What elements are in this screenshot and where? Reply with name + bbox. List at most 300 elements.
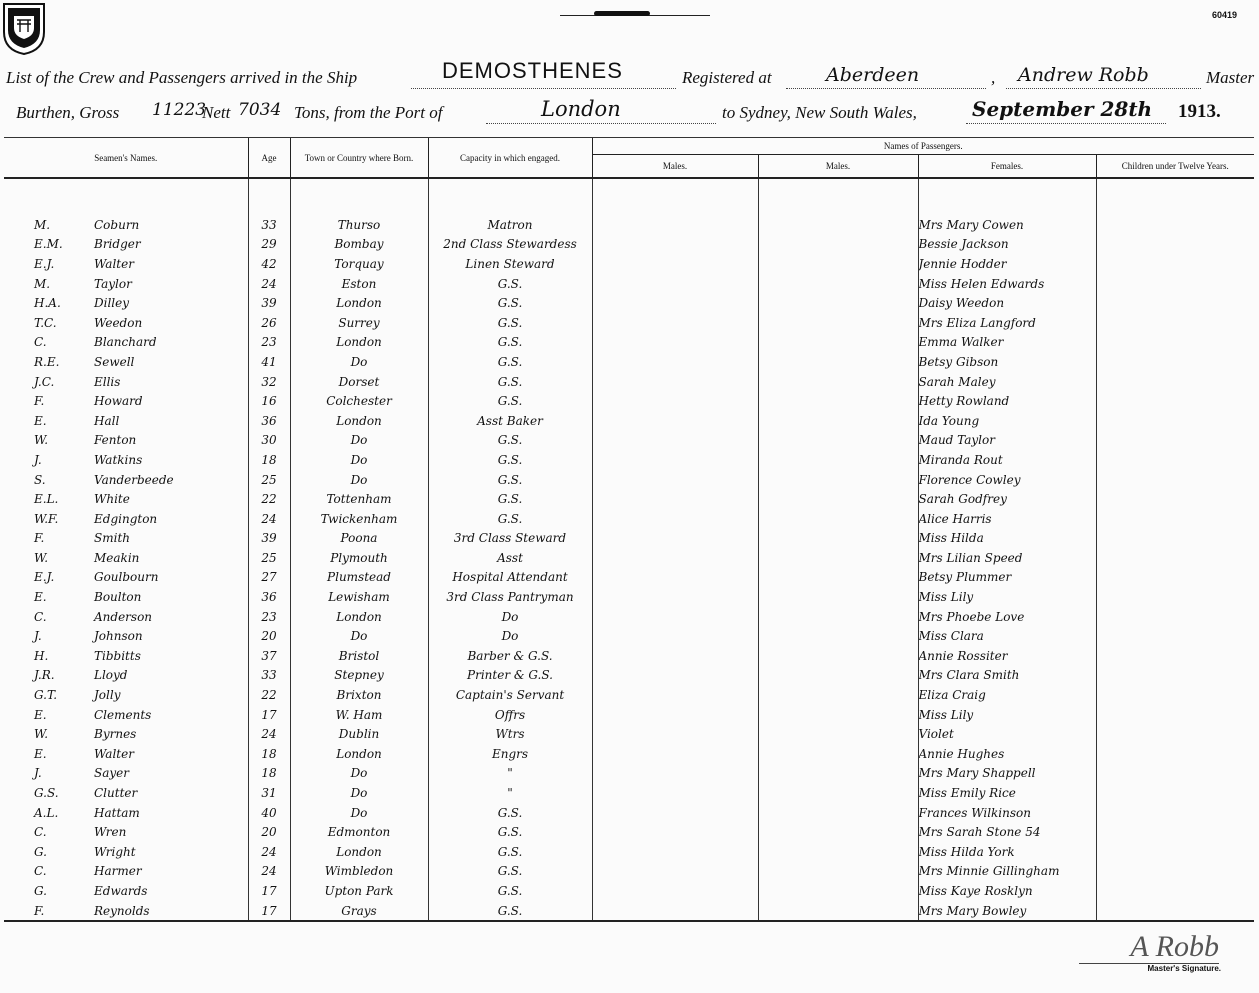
- registered-place: Aberdeen: [826, 64, 920, 86]
- master-signature: A Robb: [1130, 930, 1219, 963]
- males-cell: [592, 548, 758, 568]
- female-passenger-cell: Emma Walker: [918, 333, 1096, 353]
- seaman-surname: Walter: [94, 256, 134, 271]
- children-cell: [1096, 274, 1254, 294]
- crew-register-table: [4, 138, 1254, 922]
- seaman-name-cell: [4, 568, 248, 588]
- males-cell: [758, 293, 918, 313]
- town-cell: Eston: [290, 274, 428, 294]
- seaman-surname: Howard: [94, 394, 143, 409]
- female-passenger-cell: Annie Rossiter: [918, 646, 1096, 666]
- table-row: [4, 548, 1254, 568]
- seaman-name-cell: [4, 529, 248, 549]
- males-cell: [592, 333, 758, 353]
- males-cell: [758, 685, 918, 705]
- seaman-initials: H.A.: [34, 296, 61, 311]
- seaman-name-cell: [4, 489, 248, 509]
- port-of-departure: London: [541, 97, 621, 121]
- female-passenger-cell: Sarah Godfrey: [918, 489, 1096, 509]
- title-line-2: [6, 97, 1253, 131]
- sydney-seal-icon: [2, 2, 46, 56]
- town-cell: Do: [290, 764, 428, 784]
- age-cell: 17: [248, 881, 290, 901]
- female-passenger-cell: Miss Hilda: [918, 529, 1096, 549]
- table-row: [4, 881, 1254, 901]
- town-cell: Colchester: [290, 391, 428, 411]
- seaman-surname: Coburn: [94, 217, 140, 232]
- top-ornament: [594, 11, 650, 16]
- table-row: [4, 489, 1254, 509]
- female-passenger-cell: Mrs Clara Smith: [918, 666, 1096, 686]
- age-cell: 27: [248, 568, 290, 588]
- males-cell: [758, 764, 918, 784]
- female-passenger-cell: Bessie Jackson: [918, 235, 1096, 255]
- males-cell: [758, 724, 918, 744]
- age-cell: 33: [248, 215, 290, 235]
- age-cell: 18: [248, 450, 290, 470]
- capacity-cell: Linen Steward: [428, 254, 592, 274]
- age-cell: 37: [248, 646, 290, 666]
- seaman-surname: Clements: [94, 707, 152, 722]
- table-row: [4, 293, 1254, 313]
- seaman-initials: A.L.: [34, 805, 59, 820]
- capacity-cell: G.S.: [428, 881, 592, 901]
- males-cell: [758, 431, 918, 451]
- children-cell: [1096, 646, 1254, 666]
- capacity-cell: Barber & G.S.: [428, 646, 592, 666]
- age-cell: 32: [248, 372, 290, 392]
- capacity-cell: G.S.: [428, 293, 592, 313]
- town-cell: Bombay: [290, 235, 428, 255]
- table-row: [4, 372, 1254, 392]
- seaman-name-cell: [4, 333, 248, 353]
- children-cell: [1096, 333, 1254, 353]
- males-cell: [592, 901, 758, 922]
- capacity-cell: Asst: [428, 548, 592, 568]
- males-cell: [758, 450, 918, 470]
- age-cell: 17: [248, 901, 290, 922]
- children-cell: [1096, 352, 1254, 372]
- capacity-cell: Asst Baker: [428, 411, 592, 431]
- seaman-name-cell: [4, 607, 248, 627]
- males-cell: [592, 685, 758, 705]
- males-cell: [592, 489, 758, 509]
- gross-tons: 11223: [152, 100, 207, 120]
- capacity-cell: ": [428, 783, 592, 803]
- female-passenger-cell: Ida Young: [918, 411, 1096, 431]
- children-cell: [1096, 587, 1254, 607]
- tons-label: Tons, from the Port of: [294, 103, 443, 122]
- town-cell: Upton Park: [290, 881, 428, 901]
- males-cell: [758, 842, 918, 862]
- female-passenger-cell: Betsy Gibson: [918, 352, 1096, 372]
- seaman-surname: Hattam: [94, 805, 140, 820]
- capacity-cell: G.S.: [428, 431, 592, 451]
- female-passenger-cell: Daisy Weedon: [918, 293, 1096, 313]
- males-cell: [592, 372, 758, 392]
- children-cell: [1096, 744, 1254, 764]
- males-cell: [758, 587, 918, 607]
- table-row: [4, 215, 1254, 235]
- seaman-initials: T.C.: [34, 315, 57, 330]
- seaman-surname: Reynolds: [94, 903, 150, 918]
- age-cell: 29: [248, 235, 290, 255]
- children-cell: [1096, 293, 1254, 313]
- age-cell: 26: [248, 313, 290, 333]
- children-cell: [1096, 548, 1254, 568]
- header-males-1: Males.: [592, 154, 758, 178]
- seaman-name-cell: [4, 764, 248, 784]
- seaman-name-cell: [4, 803, 248, 823]
- seaman-initials: E.J.: [34, 256, 55, 271]
- town-cell: Poona: [290, 529, 428, 549]
- males-cell: [758, 803, 918, 823]
- header-capacity: Capacity in which engaged.: [428, 138, 592, 178]
- capacity-cell: G.S.: [428, 450, 592, 470]
- table-row: [4, 822, 1254, 842]
- town-cell: London: [290, 744, 428, 764]
- seaman-initials: M.: [34, 217, 51, 232]
- seaman-surname: Clutter: [94, 786, 138, 801]
- capacity-cell: Printer & G.S.: [428, 666, 592, 686]
- capacity-cell: Hospital Attendant: [428, 568, 592, 588]
- seaman-surname: Anderson: [94, 609, 153, 624]
- capacity-cell: ": [428, 764, 592, 784]
- seaman-initials: W.: [34, 727, 49, 742]
- seaman-name-cell: [4, 862, 248, 882]
- female-passenger-cell: Violet: [918, 724, 1096, 744]
- children-cell: [1096, 568, 1254, 588]
- seaman-name-cell: [4, 450, 248, 470]
- table-row: [4, 901, 1254, 922]
- capacity-cell: Offrs: [428, 705, 592, 725]
- capacity-cell: G.S.: [428, 372, 592, 392]
- table-row: [4, 352, 1254, 372]
- children-cell: [1096, 666, 1254, 686]
- table-row: [4, 450, 1254, 470]
- age-cell: 25: [248, 548, 290, 568]
- town-cell: Tottenham: [290, 489, 428, 509]
- table-row: [4, 705, 1254, 725]
- males-cell: [592, 254, 758, 274]
- children-cell: [1096, 450, 1254, 470]
- capacity-cell: G.S.: [428, 509, 592, 529]
- female-passenger-cell: Miss Helen Edwards: [918, 274, 1096, 294]
- seaman-initials: C.: [34, 609, 47, 624]
- age-cell: 36: [248, 411, 290, 431]
- table-row: [4, 764, 1254, 784]
- town-cell: London: [290, 333, 428, 353]
- seaman-surname: Johnson: [94, 629, 143, 644]
- female-passenger-cell: Miss Emily Rice: [918, 783, 1096, 803]
- seaman-initials: W.: [34, 550, 49, 565]
- female-passenger-cell: Miss Lily: [918, 705, 1096, 725]
- female-passenger-cell: Florence Cowley: [918, 470, 1096, 490]
- capacity-cell: Matron: [428, 215, 592, 235]
- seaman-surname: Byrnes: [94, 727, 137, 742]
- female-passenger-cell: Frances Wilkinson: [918, 803, 1096, 823]
- seaman-name-cell: [4, 626, 248, 646]
- table-row: [4, 235, 1254, 255]
- capacity-cell: G.S.: [428, 333, 592, 353]
- female-passenger-cell: Miss Kaye Rosklyn: [918, 881, 1096, 901]
- seaman-initials: S.: [34, 472, 46, 487]
- children-cell: [1096, 803, 1254, 823]
- males-cell: [592, 411, 758, 431]
- town-cell: Dublin: [290, 724, 428, 744]
- seaman-initials: G.S.: [34, 786, 59, 801]
- female-passenger-cell: Mrs Mary Shappell: [918, 764, 1096, 784]
- children-cell: [1096, 842, 1254, 862]
- header-males-2: Males.: [758, 154, 918, 178]
- seaman-name-cell: [4, 548, 248, 568]
- children-cell: [1096, 607, 1254, 627]
- header-seamen-names: Seamen's Names.: [4, 138, 248, 178]
- seaman-name-cell: [4, 431, 248, 451]
- age-cell: 18: [248, 744, 290, 764]
- seaman-initials: J.: [34, 452, 42, 467]
- males-cell: [592, 881, 758, 901]
- header-town: Town or Country where Born.: [290, 138, 428, 178]
- children-cell: [1096, 254, 1254, 274]
- town-cell: Dorset: [290, 372, 428, 392]
- age-cell: 24: [248, 842, 290, 862]
- header-age: Age: [248, 138, 290, 178]
- males-cell: [758, 881, 918, 901]
- table-row: [4, 626, 1254, 646]
- table-row: [4, 411, 1254, 431]
- males-cell: [592, 215, 758, 235]
- seaman-initials: G.T.: [34, 688, 58, 703]
- age-cell: 42: [248, 254, 290, 274]
- males-cell: [592, 744, 758, 764]
- nett-label: Nett: [202, 103, 231, 122]
- males-cell: [592, 783, 758, 803]
- seaman-initials: E.M.: [34, 237, 63, 252]
- capacity-cell: G.S.: [428, 489, 592, 509]
- seaman-surname: Jolly: [94, 688, 121, 703]
- capacity-cell: Wtrs: [428, 724, 592, 744]
- destination-label: to Sydney, New South Wales,: [722, 103, 917, 122]
- seaman-name-cell: [4, 901, 248, 922]
- males-cell: [758, 313, 918, 333]
- seaman-name-cell: [4, 783, 248, 803]
- table-row: [4, 568, 1254, 588]
- seaman-name-cell: [4, 705, 248, 725]
- seaman-surname: Bridger: [94, 237, 141, 252]
- seaman-surname: Vanderbeede: [94, 472, 174, 487]
- table-row: [4, 431, 1254, 451]
- seaman-surname: Walter: [94, 746, 134, 761]
- males-cell: [758, 607, 918, 627]
- age-cell: 39: [248, 293, 290, 313]
- table-row: [4, 391, 1254, 411]
- age-cell: 20: [248, 822, 290, 842]
- children-cell: [1096, 685, 1254, 705]
- female-passenger-cell: Eliza Craig: [918, 685, 1096, 705]
- males-cell: [592, 391, 758, 411]
- town-cell: Do: [290, 352, 428, 372]
- female-passenger-cell: Miss Hilda York: [918, 842, 1096, 862]
- seaman-name-cell: [4, 313, 248, 333]
- female-passenger-cell: Maud Taylor: [918, 431, 1096, 451]
- ship-name: DEMOSTHENES: [442, 58, 623, 83]
- seaman-surname: Lloyd: [94, 668, 128, 683]
- seaman-surname: Wright: [94, 844, 136, 859]
- capacity-cell: G.S.: [428, 822, 592, 842]
- males-cell: [592, 470, 758, 490]
- nett-tons: 7034: [238, 100, 282, 120]
- table-row: [4, 274, 1254, 294]
- seaman-initials: F.: [34, 903, 45, 918]
- seaman-surname: Harmer: [94, 864, 142, 879]
- age-cell: 17: [248, 705, 290, 725]
- seaman-name-cell: [4, 372, 248, 392]
- seaman-initials: C.: [34, 864, 47, 879]
- town-cell: Do: [290, 803, 428, 823]
- seaman-surname: Boulton: [94, 590, 142, 605]
- children-cell: [1096, 705, 1254, 725]
- males-cell: [592, 724, 758, 744]
- males-cell: [592, 293, 758, 313]
- town-cell: W. Ham: [290, 705, 428, 725]
- males-cell: [758, 666, 918, 686]
- table-row: [4, 724, 1254, 744]
- seaman-surname: Hall: [94, 413, 120, 428]
- female-passenger-cell: Mrs Mary Bowley: [918, 901, 1096, 922]
- children-cell: [1096, 509, 1254, 529]
- males-cell: [592, 862, 758, 882]
- males-cell: [758, 333, 918, 353]
- title-prefix: List of the Crew and Passengers arrived in the Ship: [6, 68, 358, 87]
- seaman-initials: R.E.: [34, 354, 60, 369]
- males-cell: [592, 568, 758, 588]
- seaman-name-cell: [4, 685, 248, 705]
- children-cell: [1096, 822, 1254, 842]
- town-cell: Stepney: [290, 666, 428, 686]
- seaman-name-cell: [4, 881, 248, 901]
- seaman-name-cell: [4, 215, 248, 235]
- arrival-date: September 28th: [972, 97, 1153, 121]
- capacity-cell: Do: [428, 626, 592, 646]
- seaman-name-cell: [4, 509, 248, 529]
- town-cell: Lewisham: [290, 587, 428, 607]
- town-cell: Do: [290, 470, 428, 490]
- table-row: [4, 783, 1254, 803]
- table-row: [4, 842, 1254, 862]
- children-cell: [1096, 862, 1254, 882]
- seaman-surname: Sewell: [94, 354, 135, 369]
- female-passenger-cell: Mrs Lilian Speed: [918, 548, 1096, 568]
- town-cell: Plumstead: [290, 568, 428, 588]
- age-cell: 23: [248, 607, 290, 627]
- males-cell: [592, 431, 758, 451]
- seaman-initials: W.F.: [34, 511, 59, 526]
- males-cell: [592, 313, 758, 333]
- seaman-initials: W.: [34, 433, 49, 448]
- arrival-year: 1913.: [1178, 101, 1221, 122]
- males-cell: [758, 274, 918, 294]
- capacity-cell: G.S.: [428, 352, 592, 372]
- age-cell: 24: [248, 724, 290, 744]
- males-cell: [758, 705, 918, 725]
- female-passenger-cell: Mrs Sarah Stone 54: [918, 822, 1096, 842]
- capacity-cell: G.S.: [428, 313, 592, 333]
- town-cell: Grays: [290, 901, 428, 922]
- children-cell: [1096, 724, 1254, 744]
- males-cell: [758, 744, 918, 764]
- seaman-surname: White: [94, 492, 130, 507]
- signature-label: Master's Signature.: [1147, 964, 1221, 973]
- title-line-1: List of the Crew and Passengers arrived in the Ship DEMOSTHENES Registered at Aberdeen , Andrew Robb Master: [6, 58, 1255, 87]
- seaman-initials: F.: [34, 394, 45, 409]
- table-row: [4, 313, 1254, 333]
- seaman-initials: E.J.: [34, 570, 55, 585]
- males-cell: [758, 548, 918, 568]
- children-cell: [1096, 470, 1254, 490]
- town-cell: Plymouth: [290, 548, 428, 568]
- capacity-cell: G.S.: [428, 391, 592, 411]
- seaman-name-cell: [4, 254, 248, 274]
- town-cell: London: [290, 411, 428, 431]
- seaman-initials: E.: [34, 746, 47, 761]
- males-cell: [592, 842, 758, 862]
- males-cell: [758, 372, 918, 392]
- children-cell: [1096, 431, 1254, 451]
- males-cell: [758, 822, 918, 842]
- seaman-initials: C.: [34, 335, 47, 350]
- capacity-cell: G.S.: [428, 274, 592, 294]
- seaman-surname: Edwards: [94, 883, 148, 898]
- children-cell: [1096, 881, 1254, 901]
- age-cell: 33: [248, 666, 290, 686]
- female-passenger-cell: Mrs Phoebe Love: [918, 607, 1096, 627]
- seaman-surname: Edgington: [94, 511, 158, 526]
- seaman-initials: G.: [34, 883, 47, 898]
- age-cell: 25: [248, 470, 290, 490]
- seaman-initials: E.L.: [34, 492, 59, 507]
- table-row: [4, 333, 1254, 353]
- males-cell: [758, 254, 918, 274]
- males-cell: [758, 489, 918, 509]
- header-children: Children under Twelve Years.: [1096, 154, 1254, 178]
- table-row: [4, 744, 1254, 764]
- age-cell: 22: [248, 685, 290, 705]
- seaman-name-cell: [4, 666, 248, 686]
- table-row: [4, 470, 1254, 490]
- table-row: [4, 646, 1254, 666]
- males-cell: [758, 783, 918, 803]
- age-cell: 20: [248, 626, 290, 646]
- seaman-surname: Goulbourn: [94, 570, 159, 585]
- seaman-name-cell: [4, 724, 248, 744]
- children-cell: [1096, 215, 1254, 235]
- town-cell: Do: [290, 783, 428, 803]
- seaman-surname: Smith: [94, 531, 130, 546]
- seaman-initials: J.: [34, 766, 42, 781]
- town-cell: Brixton: [290, 685, 428, 705]
- capacity-cell: 3rd Class Pantryman: [428, 587, 592, 607]
- table-row: [4, 254, 1254, 274]
- children-cell: [1096, 235, 1254, 255]
- seaman-name-cell: [4, 411, 248, 431]
- age-cell: 22: [248, 489, 290, 509]
- seaman-name-cell: [4, 744, 248, 764]
- town-cell: Do: [290, 431, 428, 451]
- males-cell: [758, 529, 918, 549]
- town-cell: London: [290, 607, 428, 627]
- seaman-name-cell: [4, 587, 248, 607]
